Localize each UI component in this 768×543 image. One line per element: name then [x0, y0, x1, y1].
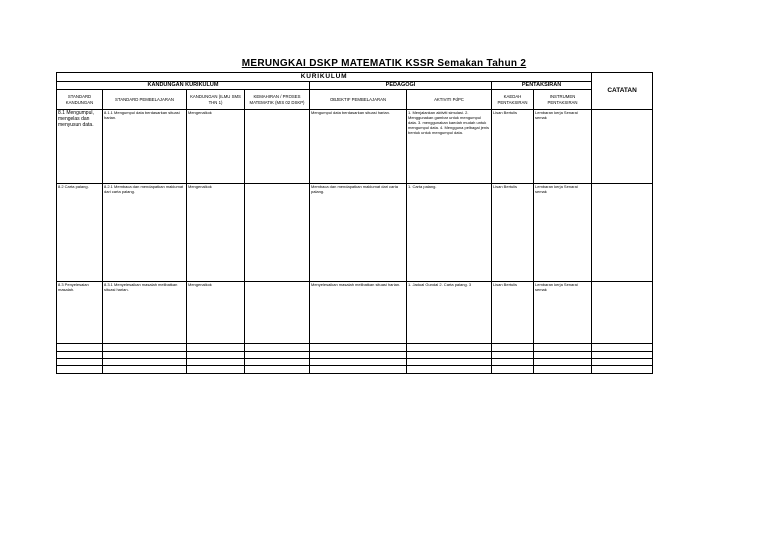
cell-sk: 8.1 Mengumpul, mengelas dan menyusun data. [57, 109, 103, 183]
cell-kandungan: Mengenalkok [187, 109, 245, 183]
cell-instrumen: Lembaran kerja Senarai semak [534, 109, 592, 183]
table-row [57, 282, 653, 344]
cell-sp: 8.3.1 Menyelesaikan masalah melibatkan situasi harian. [103, 282, 187, 344]
header-kemahiran: KEMAHIRAN / PROSES MATEMATIK (MIS 02 DSKP) [245, 90, 310, 109]
group-pedagogi: PEDAGOGI [310, 82, 492, 90]
cell-catatan [592, 282, 653, 344]
header-instrumen: INSTRUMEN PENTAKSIRAN [534, 90, 592, 109]
cell-sk: 8.3 Penyelesaian masalah. [57, 282, 103, 344]
table-row [57, 184, 653, 282]
cell-sp: 8.2.1 Membaca dan mendapatkan maklumat dari carta palang. [103, 184, 187, 282]
cell-kaedah: Lisan Bertulis [492, 282, 534, 344]
dskp-table [56, 72, 653, 374]
cell-aktiviti: 1. Jadual Gundal 2. Carta palang. 3 [407, 282, 492, 344]
cell-kandungan: Mengenalkok [187, 282, 245, 344]
cell-catatan [592, 184, 653, 282]
group-pentaksiran: PENTAKSIRAN [492, 82, 592, 90]
cell-instrumen: Lembaran kerja Senarai semak [534, 184, 592, 282]
cell-objektif: Membaca dan mendapatkan maklumat dari carta palang. [310, 184, 407, 282]
cell-sp: 8.1.1 Mengumpul data berdasarkan situasi harian. [103, 109, 187, 183]
table-row-empty [57, 365, 653, 373]
header-aktiviti: AKTIVITI PdPC [407, 90, 492, 109]
cell-kaedah: Lisan Bertulis [492, 109, 534, 183]
cell-kandungan: Mengenalkok [187, 184, 245, 282]
cell-catatan [592, 109, 653, 183]
table-row [57, 109, 653, 183]
table-row-empty [57, 358, 653, 365]
header-kaedah: KAEDAH PENTAKSIRAN [492, 90, 534, 109]
cell-objektif: Mengumpul data berdasarkan situasi harian. [310, 109, 407, 183]
header-objektif: OBJEKTIF PEMBELAJARAN [310, 90, 407, 109]
catatan-header: CATATAN [592, 73, 653, 110]
cell-objektif: Menyelesaikan masalah melibatkan situasi harian. [310, 282, 407, 344]
cell-aktiviti: 1. Menjalankan aktiviti simulasi. 2. Menggunakan gambar untuk mengumpul data. 3. menggunakan kaedah mudah untuk mengumpul data. 4. Mengguna pelbagai jenis bentuk untuk mengumpul data. [407, 109, 492, 183]
cell-sk: 8.2 Carta palang. [57, 184, 103, 282]
cell-kaedah: Lisan Bertulis [492, 184, 534, 282]
table-row-empty [57, 351, 653, 358]
kurikulum-header: KURIKULUM [57, 73, 592, 82]
cell-aktiviti: 1. Carta palang. [407, 184, 492, 282]
cell-kemahiran [245, 282, 310, 344]
group-kandungan-kurikulum: KANDUNGAN KURIKULUM [57, 82, 310, 90]
table-row-empty [57, 344, 653, 351]
document-title: MERUNGKAI DSKP MATEMATIK KSSR Semakan Tahun 2 [241, 58, 527, 69]
header-kandungan: KANDUNGAN (ILMU SMS THN 1) [187, 90, 245, 109]
header-standard-kandungan: STANDARD KANDUNGAN [57, 90, 103, 109]
cell-instrumen: Lembaran kerja Senarai semak [534, 282, 592, 344]
cell-kemahiran [245, 109, 310, 183]
cell-kemahiran [245, 184, 310, 282]
header-standard-pembelajaran: STANDARD PEMBELAJARAN [103, 90, 187, 109]
